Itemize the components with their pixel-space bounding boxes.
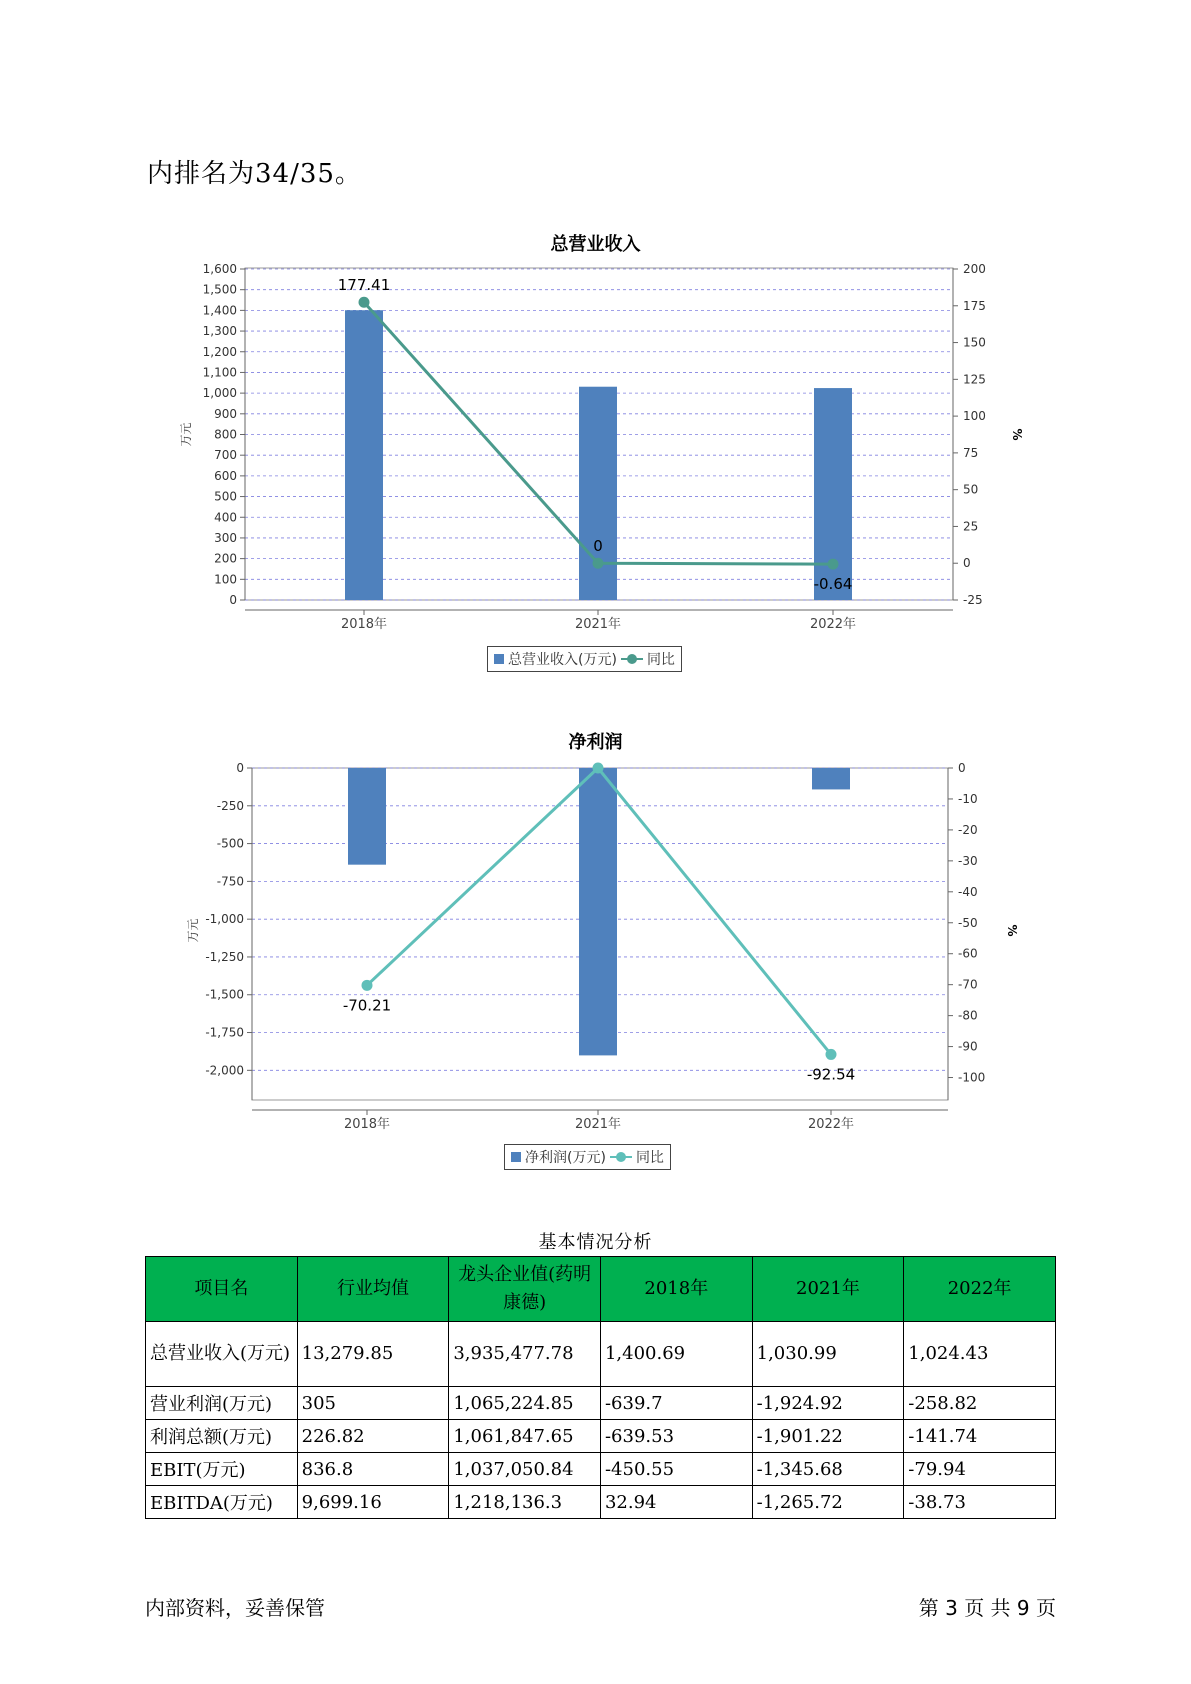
chart-title: 总营业收入 [550, 234, 641, 255]
table-cell: 1,037,050.84 [449, 1453, 601, 1486]
y-tick-label: 1,400 [202, 303, 237, 318]
y2-tick-label: -80 [958, 1008, 978, 1023]
data-label: -70.21 [342, 996, 392, 1015]
table-cell: 1,218,136.3 [449, 1486, 601, 1519]
legend-label-line: 同比 [635, 1150, 664, 1166]
y-tick-label: 1,200 [202, 344, 237, 359]
table-cell: 9,699.16 [297, 1486, 449, 1519]
table-cell: 32.94 [600, 1486, 752, 1519]
table-cell: -1,924.92 [752, 1387, 904, 1420]
y-tick-label: 600 [214, 468, 237, 483]
chart-legend [504, 1144, 671, 1170]
table-cell: -1,345.68 [752, 1453, 904, 1486]
table-header-row [146, 1257, 1056, 1322]
table-cell: 226.82 [297, 1420, 449, 1453]
y2-tick-label: 75 [963, 445, 979, 460]
bar [579, 768, 617, 1055]
y-tick-label: -1,500 [205, 987, 244, 1002]
footer-confidential: 内部资料，妥善保管 [145, 1596, 325, 1620]
y-axis-title: 万元 [179, 422, 193, 447]
y-tick-label: 500 [214, 489, 237, 504]
table-cell: -258.82 [904, 1387, 1056, 1420]
y-tick-label: -2,000 [205, 1063, 244, 1078]
x-tick-label: 2021年 [574, 617, 622, 632]
y2-axis-title: % [1005, 924, 1019, 937]
header-cell: 2022年 [904, 1257, 1056, 1322]
y-tick-label: -500 [216, 836, 244, 851]
data-label: -0.64 [813, 575, 853, 594]
chart-title: 净利润 [568, 732, 623, 753]
y2-tick-label: 50 [963, 482, 979, 497]
y-tick-label: -1,250 [205, 949, 244, 964]
header-cell: 2021年 [752, 1257, 904, 1322]
line-legend-swatch [610, 1152, 632, 1162]
legend-label-bar: 净利润(万元) [525, 1150, 606, 1166]
y-tick-label: 200 [214, 551, 237, 566]
y2-tick-label: -50 [958, 915, 978, 930]
x-tick-label: 2022年 [809, 617, 857, 632]
table-cell: -639.7 [600, 1387, 752, 1420]
y2-tick-label: 100 [963, 409, 986, 424]
y-tick-label: 0 [236, 761, 244, 775]
bar [348, 768, 386, 865]
yoy-point [362, 980, 373, 991]
y2-tick-label: -25 [963, 593, 983, 607]
table-row [146, 1387, 1056, 1420]
header-cell: 龙头企业值(药明康德) [449, 1257, 601, 1322]
y-tick-label: -750 [216, 874, 244, 889]
x-tick-label: 2018年 [340, 617, 388, 632]
header-cell: 行业均值 [297, 1257, 449, 1322]
table-cell: -79.94 [904, 1453, 1056, 1486]
y-axis-title: 万元 [186, 918, 200, 943]
table-row [146, 1420, 1056, 1453]
y-tick-label: 1,600 [202, 262, 237, 276]
table-cell: -450.55 [600, 1453, 752, 1486]
table-cell: 3,935,477.78 [449, 1322, 601, 1387]
bar [812, 768, 850, 789]
table-cell: -38.73 [904, 1486, 1056, 1519]
y2-axis-title: % [1010, 428, 1024, 441]
y-tick-label: 800 [214, 427, 237, 442]
table-cell: 13,279.85 [297, 1322, 449, 1387]
table-cell: 1,065,224.85 [449, 1387, 601, 1420]
x-tick-label: 2018年 [343, 1117, 391, 1132]
y-tick-label: 1,000 [202, 386, 237, 401]
y2-tick-label: 150 [963, 335, 986, 350]
y2-tick-label: -40 [958, 884, 978, 899]
table-cell: 305 [297, 1387, 449, 1420]
row-label: EBITDA(万元) [146, 1486, 298, 1519]
y-tick-label: 1,500 [202, 282, 237, 297]
y2-tick-label: -60 [958, 946, 978, 961]
intro-text: 内排名为34/35。 [147, 159, 362, 189]
table-row [146, 1486, 1056, 1519]
table-row [146, 1322, 1056, 1387]
table-row [146, 1453, 1056, 1486]
legend-label-bar: 总营业收入(万元) [508, 652, 617, 668]
y2-tick-label: 175 [963, 298, 986, 313]
y2-tick-label: -20 [958, 822, 978, 837]
y-tick-label: 100 [214, 572, 237, 587]
y-tick-label: 900 [214, 406, 237, 421]
table-cell: -639.53 [600, 1420, 752, 1453]
header-cell: 2018年 [600, 1257, 752, 1322]
y-tick-label: 700 [214, 448, 237, 463]
footer-page-number: 第 3 页 共 9 页 [918, 1596, 1056, 1620]
y2-tick-label: 200 [963, 262, 986, 276]
y2-tick-label: -10 [958, 791, 978, 806]
y2-tick-label: 25 [963, 519, 979, 534]
header-cell: 项目名 [146, 1257, 298, 1322]
x-tick-label: 2022年 [807, 1117, 855, 1132]
table-cell: 1,061,847.65 [449, 1420, 601, 1453]
data-label: -92.54 [806, 1065, 856, 1084]
y-tick-label: -1,750 [205, 1025, 244, 1040]
data-label: 177.41 [337, 276, 391, 295]
table-cell: 836.8 [297, 1453, 449, 1486]
y2-tick-label: -100 [958, 1070, 986, 1085]
data-label: 0 [593, 537, 603, 556]
x-tick-label: 2021年 [574, 1117, 622, 1132]
y2-tick-label: 0 [958, 761, 966, 775]
table-cell: 1,400.69 [600, 1322, 752, 1387]
row-label: EBIT(万元) [146, 1453, 298, 1486]
y2-tick-label: 125 [963, 372, 986, 387]
y2-tick-label: -30 [958, 853, 978, 868]
row-label: 总营业收入(万元) [146, 1322, 298, 1387]
y-tick-label: -1,000 [205, 912, 244, 927]
bar-legend-swatch [511, 1152, 521, 1162]
table-cell: 1,024.43 [904, 1322, 1056, 1387]
y-tick-label: 400 [214, 510, 237, 525]
row-label: 营业利润(万元) [146, 1387, 298, 1420]
table-cell: -1,265.72 [752, 1486, 904, 1519]
table-cell: 1,030.99 [752, 1322, 904, 1387]
row-label: 利润总额(万元) [146, 1420, 298, 1453]
table-cell: -1,901.22 [752, 1420, 904, 1453]
y2-tick-label: -90 [958, 1039, 978, 1054]
y-tick-label: -250 [216, 798, 244, 813]
y-tick-label: 1,300 [202, 324, 237, 339]
table-caption: 基本情况分析 [538, 1232, 653, 1253]
basic-analysis-table [145, 1256, 1056, 1519]
y2-tick-label: -70 [958, 977, 978, 992]
y-tick-label: 300 [214, 530, 237, 545]
y-tick-label: 0 [229, 593, 237, 607]
legend-label-line: 同比 [646, 652, 675, 668]
table-cell: -141.74 [904, 1420, 1056, 1453]
yoy-point [826, 1049, 837, 1060]
y2-tick-label: 0 [963, 556, 971, 571]
yoy-point [593, 763, 604, 774]
y-tick-label: 1,100 [202, 365, 237, 380]
